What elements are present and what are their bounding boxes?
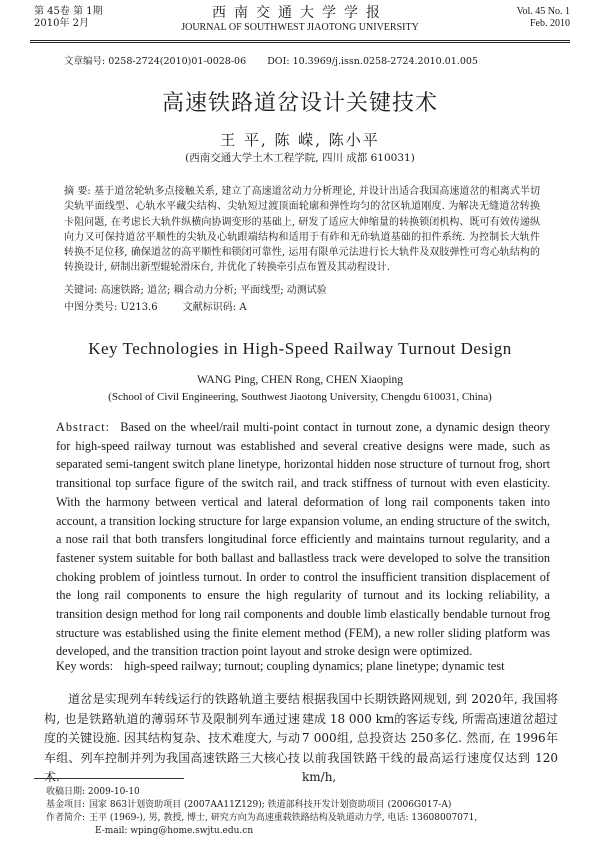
footnote-author [46, 813, 566, 824]
footnote-fund-text: 国家 863计划资助项目 (2007AA11Z129); 铁道部科技开发计划资助项目 (2006G017-A) [89, 800, 452, 810]
body-column-left: 道岔是实现列车转线运行的铁路轨道主要结构, 也是铁路轨道的薄弱环节及限制列车通过速度的关键设施. 因其结构复杂、技术难度大, 与动车组、列车控制并列为我国高速铁路三大核心技术. [44, 692, 300, 784]
volume-number: Vol. 45 No. 1 [516, 6, 570, 17]
article-meta [64, 56, 564, 68]
header-rule [30, 40, 570, 41]
abstract-en-text: Based on the wheel/rail multi-point contact in turnout zone, a dynamic design theory for high-speed railway turnout was established and several creative designs were made, such as separated semi-tangent switch plane linetype, horizontal hidden nose structure of turnout frog, short transitional top surface figure of the switch rail, and track stiffness of turnout with even elasticity. With the harmony between vertical and lateral deformation of long rail components taken into account, a transition locking structure for large expansion volume, an ending structure of the switch, a nose rail that both transfers longitudinal force efficiently and maintains turnout regularity, and a fastener system suitable for both ballast and ballastless track were developed to solve the transition choking problem of jointless turnout. In order to control the insufficient transition displacement of the long rail components to ensure the high regularity of turnout and its locking reliability, a transition design method for long rail components and double limb elastically bendable turnout frog structure was established using the finite element method (FEM), a new roller sliding platform was developed, and the transition traction point layout and stroke design were optimized. [56, 420, 551, 659]
footnote-author-label: 作者简介: [46, 813, 86, 823]
body-column-right: 根据我国中长期铁路网规划, 到 2020年, 我国将建成 18 000 km的客运专线, 所需高速道岔超过 7 000组, 总投资达 250多亿. 然而, 在 1996年以前我国铁路干线的最高运行速度仅达到 120 km/h, [302, 692, 558, 784]
article-doi: DOI: 10.3969/j.issn.0258-2724.2010.01.005 [267, 56, 478, 67]
keywords-en-label: Key words: [56, 659, 114, 673]
paper-title-en: Key Technologies in High-Speed Railway Turnout Design [88, 339, 512, 358]
footnote-rule [34, 778, 184, 779]
journal-name [150, 4, 450, 34]
header-rule-thin [30, 42, 570, 43]
abstract-en [56, 418, 550, 661]
journal-name-en: JOURNAL OF SOUTHWEST JIAOTONG UNIVERSITY [181, 22, 419, 33]
article-number: 文章编号: 0258-2724(2010)01-0028-06 [64, 56, 247, 67]
abstract-cn [64, 184, 540, 276]
document-code: 文献标识码: A [182, 302, 247, 313]
classification-cn [64, 300, 540, 315]
keywords-cn-label: 关键词: [64, 285, 98, 296]
footnote-received: 收稿日期: 2009-10-10 [46, 787, 140, 797]
authors-en: WANG Ping, CHEN Rong, CHEN Xiaoping [196, 374, 404, 386]
volume-date: Feb. 2010 [530, 18, 570, 29]
authors-cn: 王 平, 陈 嵘, 陈小平 [220, 131, 380, 149]
abstract-cn-text: 基于道岔轮轨多点接触关系, 建立了高速道岔动力分析理论, 并设计出适合我国高速道岔的相离式半切尖轨平面线型、心轨水平藏尖结构、尖轨短过渡顶面轮廓和弹性均匀的岔区轨道刚度. 为解决无缝道岔转换卡阻问题, 在考虑长大轨件纵横向协调变形的基础上, 研发了适应大伸缩量的转换锁闭机构、既可有效传递纵向力又可保持道岔平顺性的尖轨及心轨跟端结构和适用于有砟和无砟轨道基础的扣件系统. 为控制长大轨件转换不足位移, 确保道岔的高平顺性和锁闭可靠性, 运用有限单元法进行长大轨件及双肢弹性可弯心轨结构的转换设计, 研制出新型辊轮滑床台, 并优化了转换牵引点布置及其动程设计. [64, 186, 540, 274]
paper-title-cn: 高速铁路道岔设计关键技术 [161, 91, 438, 116]
footnote-fund-label: 基金项目: [46, 800, 86, 810]
footnote-email: E-mail: wping@home.swjtu.edu.cn [95, 826, 254, 836]
clc-number: 中图分类号: U213.6 [64, 302, 158, 313]
abstract-en-label: Abstract: [56, 420, 111, 434]
keywords-en-text: high-speed railway; turnout; coupling dynamics; plane linetype; dynamic test [124, 659, 505, 673]
journal-name-cn: 西南交通大学学报 [212, 5, 388, 21]
journal-issue-info [34, 6, 154, 30]
issue-date: 2010年 2月 [34, 18, 89, 29]
footnote-author-text: 王平 (1969-), 男, 教授, 博士, 研究方向为高速重载铁路结构及轨道动力学, 电话: 13608007071, [89, 813, 478, 823]
keywords-en [56, 657, 550, 675]
abstract-cn-label: 摘 要: [64, 186, 91, 197]
affiliation-cn: (西南交通大学土木工程学院, 四川 成都 610031) [185, 152, 415, 164]
footnote-fund [46, 800, 566, 811]
keywords-cn-text: 高速铁路; 道岔; 耦合动力分析; 平面线型; 动测试验 [100, 285, 327, 296]
issue-volume: 第 45卷 第 1期 [34, 6, 103, 17]
keywords-cn [64, 283, 540, 298]
journal-volume-info [470, 6, 570, 30]
affiliation-en: (School of Civil Engineering, Southwest Jiaotong University, Chengdu 610031, China) [108, 391, 492, 403]
